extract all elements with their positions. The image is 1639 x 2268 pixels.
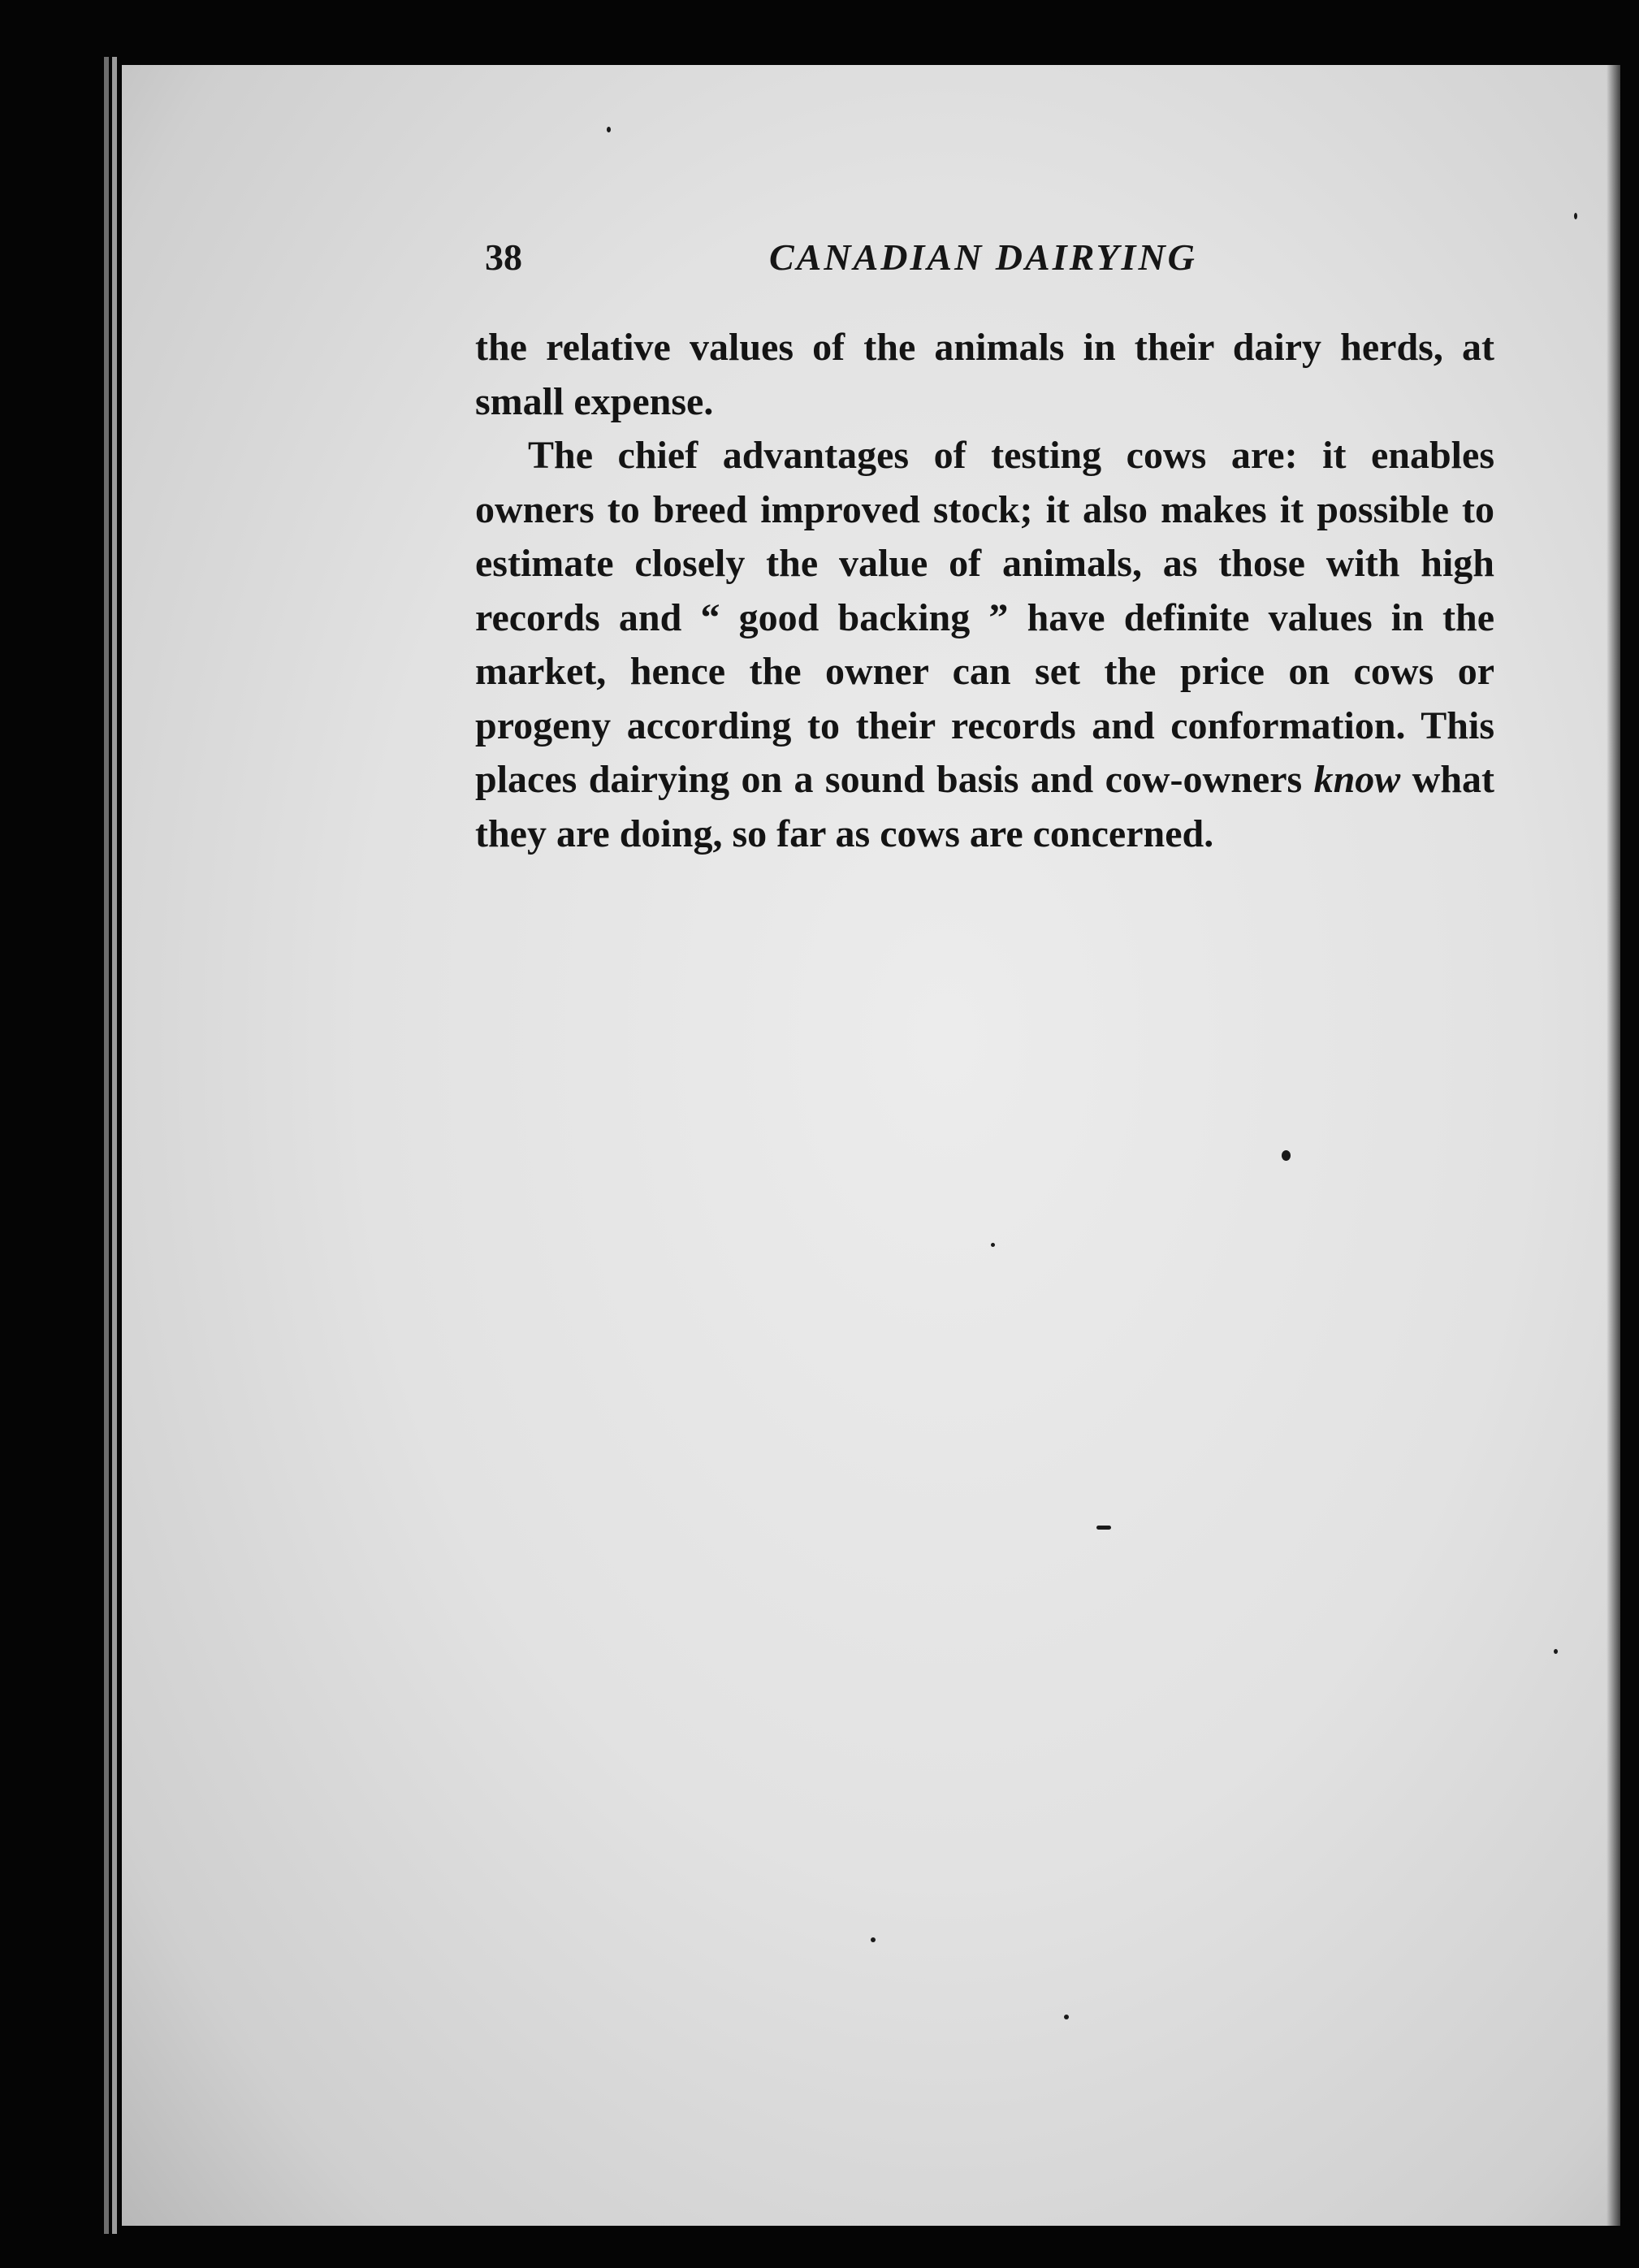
paragraph	[475, 429, 1494, 861]
scan-speck	[607, 127, 611, 132]
paragraph-text: the relative values of the animals in their dairy herds, at small expense.	[475, 326, 1494, 423]
paragraph	[475, 321, 1494, 429]
paragraph-text: what they are doing, so far as cows are concerned.	[475, 758, 1495, 855]
scan-speck	[991, 1243, 995, 1247]
scan-speck	[1096, 1526, 1111, 1530]
scan-speck	[1064, 2015, 1069, 2019]
paragraph-text: The chief advantages of testing cows are: it enables owners to breed improved stock; it also makes it possible to estimate closely the value of animals, as those with high records and “ good backing ” have definite values in the market, hence the owner can set the price on cows or progeny according to their records and conformation. This places dairying on a sound basis and cow-owners	[475, 434, 1494, 801]
scan-speck	[871, 1937, 876, 1942]
emphasis-text: know	[1313, 758, 1401, 801]
page-header	[485, 236, 1500, 284]
scan-speck	[1282, 1150, 1291, 1161]
scan-speck	[1554, 1649, 1558, 1654]
page-edge-line	[112, 57, 117, 2234]
scan-speck	[1574, 213, 1577, 219]
page-number: 38	[485, 236, 522, 278]
page-shadow	[1607, 0, 1639, 2268]
body-text	[475, 321, 1494, 861]
page-edge-line	[104, 57, 109, 2234]
running-head: CANADIAN DAIRYING	[769, 236, 1197, 278]
